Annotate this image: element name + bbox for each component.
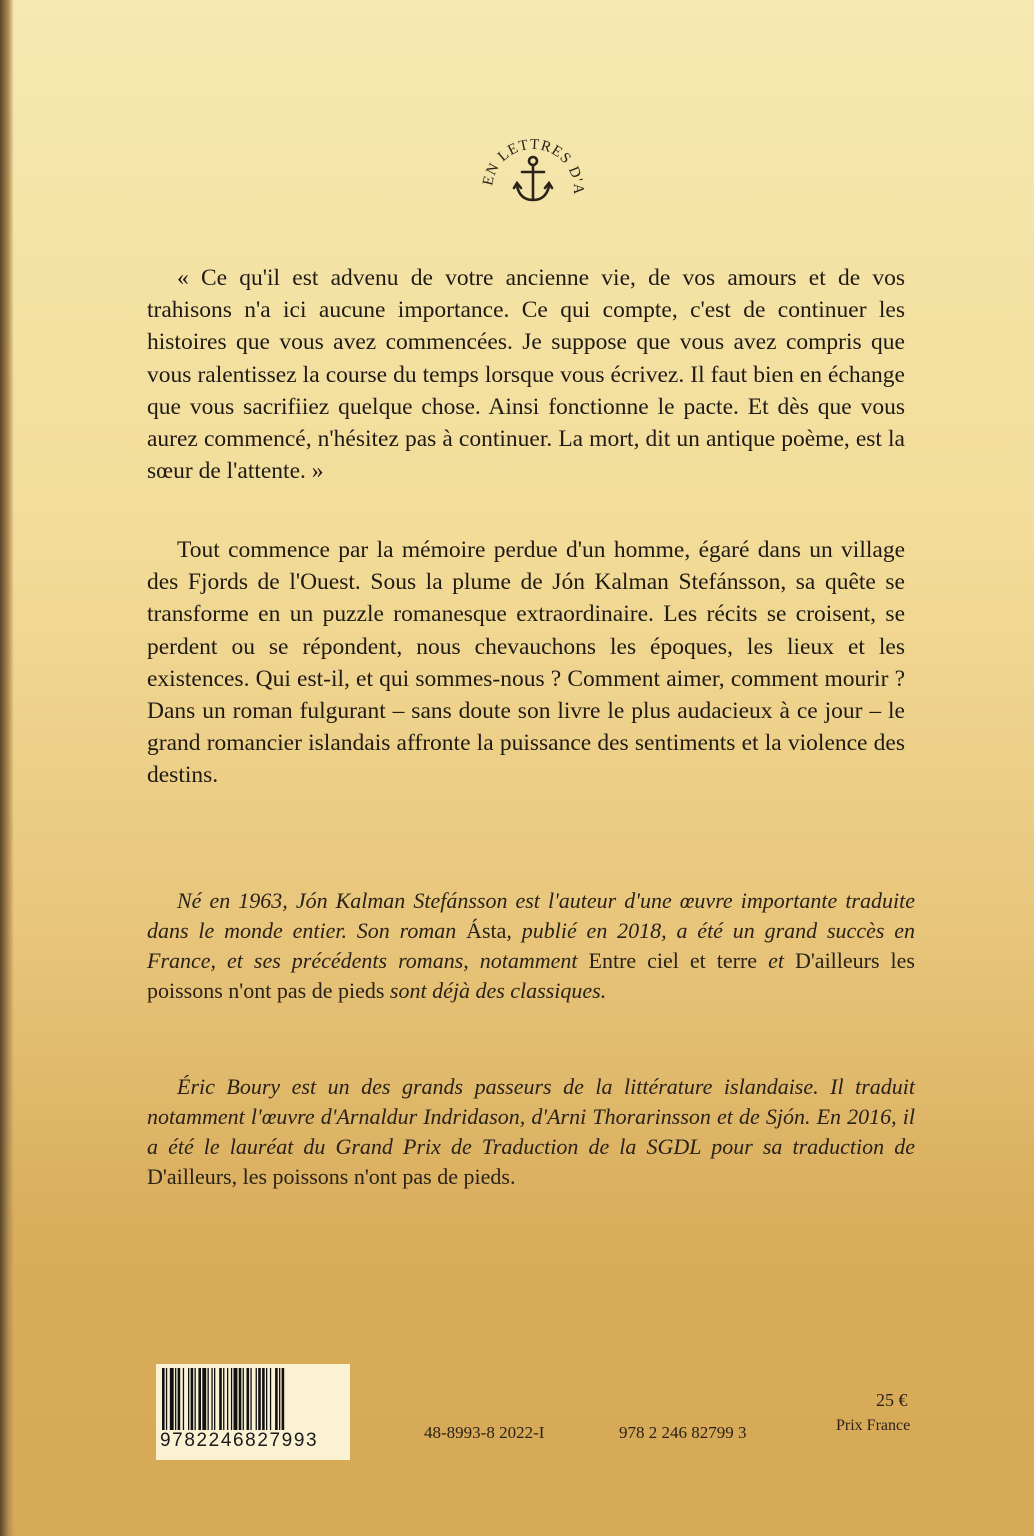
author-bio-part1: Né en 1963, Jón Kalman Stefánsson est l'auteur d'une œuvre importante traduite dans le monde entier. Son roman [147, 888, 915, 943]
internal-code: 48-8993-8 2022-I [424, 1423, 545, 1442]
anchor-icon [514, 157, 552, 200]
translator-bio-part1: Éric Boury est un des grands passeurs de la littérature islandaise. Il traduit notamment l'œuvre d'Arnaldur Indridason, d'Arni Thorarinsson et de Sjón. En 2016, il a été le lauréat du Grand Prix de Traduction de la SGDL pour sa traduction de [147, 1074, 915, 1159]
barcode-bars [162, 1368, 344, 1430]
logo-arc-text: EN LETTRES D'A [480, 136, 587, 196]
publisher-logo [478, 116, 588, 216]
book-title-asta: Ásta [466, 918, 507, 943]
author-bio-part4: sont déjà des classiques. [384, 978, 607, 1003]
summary-paragraph: Tout commence par la mémoire perdue d'un homme, égaré dans un village des Fjords de l'Ouest. Sous la plume de Jón Kalman Stefánsson, sa quête se transforme en un puzzle romanesque extraordinaire. Les récits se croisent, se perdent ou se répondent, nous chevauchons les époques, les lieux et les existences. Qui est-il, et qui sommes-nous ? Comment aimer, comment mourir ? Dans un roman fulgurant – sans doute son livre le plus audacieux à ce jour – le grand romancier islandais affronte la puissance des sentiments et la violence des destins. [147, 537, 905, 789]
isbn-number: 978 2 246 82799 3 [619, 1423, 747, 1442]
book-summary [147, 534, 905, 792]
author-bio-paragraph [147, 886, 915, 1006]
translator-bio-paragraph [147, 1072, 915, 1192]
author-bio-part2: , publié en 2018, a été un grand succès en France, et ses précédents romans, notamment [147, 918, 915, 973]
quote-paragraph: « Ce qu'il est advenu de votre ancienne vie, de vos amours et de vos trahisons n'a ici aucune importance. Ce qui compte, c'est de continuer les histoires que vous avez commencées. Je suppose que vous avez compris que vous ralentissez la course du temps lorsque vous écrivez. Il faut bien en échange que vous sacrifiiez quelque chose. Ainsi fonctionne le pacte. Et dès que vous aurez commencé, n'hésitez pas à continuer. La mort, dit un antique poème, est la sœur de l'attente. » [147, 265, 905, 485]
barcode-digits: 9782246827993 [160, 1430, 319, 1451]
author-bio [147, 886, 915, 1006]
price-label: Prix France [836, 1417, 911, 1434]
author-bio-part3: et [757, 948, 795, 973]
translator-bio-part2: . [509, 1164, 516, 1189]
logo-seal [478, 116, 588, 216]
book-title-entre-ciel: Entre ciel et terre [588, 948, 758, 973]
book-title-poissons: D'ailleurs les poissons n'ont pas de pieds [147, 948, 915, 1003]
price-amount: 25 € [876, 1390, 908, 1410]
isbn-barcode [156, 1364, 350, 1460]
excerpt-quote [147, 262, 905, 487]
translated-book-title: D'ailleurs, les poissons n'ont pas de pieds [147, 1164, 510, 1189]
translator-bio [147, 1072, 915, 1192]
